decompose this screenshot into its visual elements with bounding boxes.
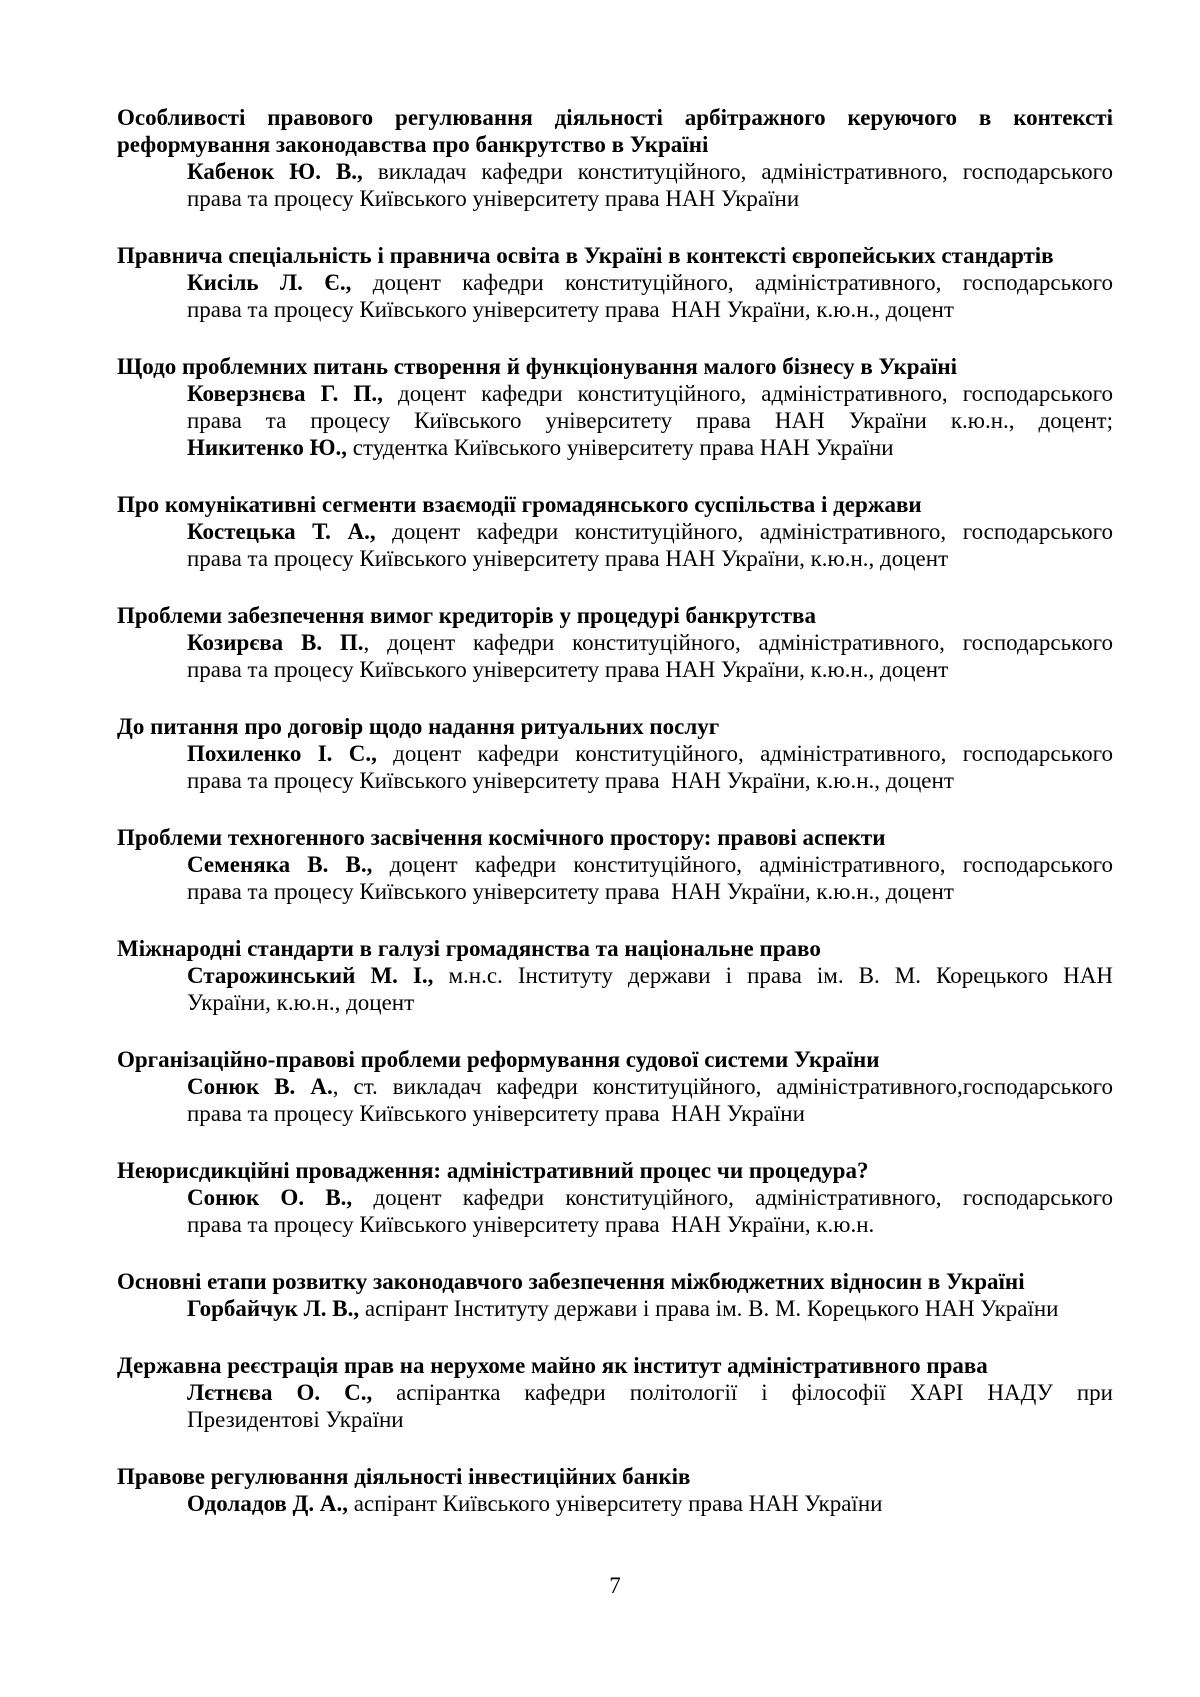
entry-author-line [187, 1295, 1113, 1322]
entry-title [117, 242, 1113, 269]
entry-author-line [187, 518, 1113, 545]
entry-author [187, 1379, 1113, 1433]
author-name: Костецька Т. А., [187, 519, 376, 544]
entry-title [117, 1157, 1113, 1184]
author-affiliation: права та процесу Київського університету права НАН України, к.ю.н., доцент [187, 546, 949, 571]
entry-title-line: Щодо проблемних питань створення й функціонування малого бізнесу в Україні [117, 354, 958, 379]
program-entry [117, 713, 1113, 794]
entry-title-line: Правнича спеціальність і правнича освіта в Україні в контексті європейських стандартів [117, 243, 1054, 268]
entry-author [187, 518, 1113, 572]
entry-title-line: Неюрисдикційні провадження: адміністративний процес чи процедура? [117, 1158, 869, 1183]
entry-title [117, 491, 1113, 518]
entry-title [117, 353, 1113, 380]
entry-author [187, 629, 1113, 683]
author-affiliation: доцент кафедри конституційного, адміністративного, господарського [375, 519, 1113, 544]
author-name: Семеняка В. В., [187, 852, 373, 877]
entry-title [117, 1046, 1113, 1073]
program-entry [117, 602, 1113, 683]
author-affiliation: аспірант Київського університету права НАН України [348, 1491, 883, 1516]
entry-author [187, 962, 1113, 1016]
entry-author-line [187, 878, 1113, 905]
entry-title [117, 602, 1113, 629]
program-entry [117, 104, 1113, 212]
author-affiliation: права та процесу Київського університету права НАН України, к.ю.н., доцент [187, 879, 954, 904]
entry-author [187, 158, 1113, 212]
program-entry [117, 824, 1113, 905]
entry-author-line [187, 851, 1113, 878]
entry-author-line [187, 269, 1113, 296]
author-affiliation: права та процесу Київського університету права НАН України, к.ю.н., доцент [187, 768, 954, 793]
author-affiliation: студентка Київського університету права НАН України [347, 435, 894, 460]
author-name: Похиленко І. С., [187, 741, 377, 766]
entry-author [187, 740, 1113, 794]
author-affiliation: права та процесу Київського університету права НАН України [187, 186, 800, 211]
entry-author-line [187, 434, 1113, 461]
author-name: Лєтнєва О. С., [187, 1380, 373, 1405]
entry-title-line: Проблеми техногенного засвічення космічного простору: правові аспекти [117, 825, 886, 850]
entry-title-line: До питання про договір щодо надання ритуальних послуг [117, 714, 720, 739]
entry-title-line: Міжнародні стандарти в галузі громадянства та національне право [117, 936, 821, 961]
author-affiliation: , доцент кафедри конституційного, адміністративного, господарського [363, 630, 1113, 655]
entry-author-line [187, 545, 1113, 572]
program-entry [117, 1268, 1113, 1322]
author-affiliation: України, к.ю.н., доцент [187, 990, 415, 1015]
author-affiliation: аспірантка кафедри політології і філософії ХАРІ НАДУ при [372, 1380, 1113, 1405]
entry-author-line [187, 1184, 1113, 1211]
entry-title [117, 713, 1113, 740]
entry-author-line [187, 1379, 1113, 1406]
entry-title [117, 1268, 1113, 1295]
program-entry [117, 491, 1113, 572]
author-name: Никитенко Ю., [187, 435, 348, 460]
author-name: Сонюк В. А. [187, 1074, 333, 1099]
program-entry [117, 1352, 1113, 1433]
entry-author-line [187, 158, 1113, 185]
entry-author-line [187, 1490, 1113, 1517]
entry-author-line [187, 1406, 1113, 1433]
author-name: Кисіль Л. Є., [187, 270, 352, 295]
entry-title [117, 1352, 1113, 1379]
entry-author [187, 1184, 1113, 1238]
entry-title-line: Основні етапи розвитку законодавчого забезпечення міжбюджетних відносин в Україні [117, 1269, 1025, 1294]
program-entries [117, 104, 1113, 1517]
program-entry [117, 1046, 1113, 1127]
entry-author [187, 380, 1113, 461]
author-affiliation: викладач кафедри конституційного, адміністративного, господарського [362, 159, 1113, 184]
entry-title-line: Правове регулювання діяльності інвестиційних банків [117, 1464, 691, 1489]
author-name: Горбайчук Л. В., [187, 1296, 360, 1321]
entry-title-line: Особливості правового регулювання діяльності арбітражного керуючого в контексті [117, 105, 1113, 130]
entry-author-line [187, 989, 1113, 1016]
author-affiliation: права та процесу Київського університету права НАН України, к.ю.н., доцент [187, 657, 949, 682]
entry-author-line [187, 740, 1113, 767]
author-affiliation: доцент кафедри конституційного, адміністративного, господарського [352, 1185, 1114, 1210]
author-name: Кабенок Ю. В., [187, 159, 363, 184]
entry-author-line [187, 407, 1113, 434]
entry-author [187, 1490, 1113, 1517]
program-entry [117, 1157, 1113, 1238]
author-name: Коверзнєва Г. П., [187, 381, 383, 406]
entry-author-line [187, 380, 1113, 407]
author-affiliation: аспірант Інституту держави і права ім. В. М. Корецького НАН України [359, 1296, 1059, 1321]
program-entry [117, 353, 1113, 461]
author-affiliation: доцент кафедри конституційного, адміністративного, господарського [351, 270, 1113, 295]
entry-author-line [187, 767, 1113, 794]
entry-title-line: Проблеми забезпечення вимог кредиторів у процедурі банкрутства [117, 603, 816, 628]
author-name: Старожинський М. І., [187, 963, 434, 988]
entry-title-line: Організаційно-правові проблеми реформування судової системи України [117, 1047, 880, 1072]
entry-title [117, 935, 1113, 962]
author-affiliation: доцент кафедри конституційного, адміністративного, господарського [372, 852, 1113, 877]
entry-title-line: Про комунікативні сегменти взаємодії громадянського суспільства і держави [117, 492, 922, 517]
entry-author [187, 851, 1113, 905]
entry-author-line [187, 1073, 1113, 1100]
author-affiliation: доцент кафедри конституційного, адміністративного, господарського [382, 381, 1113, 406]
entry-title [117, 824, 1113, 851]
author-name: Козирєва В. П. [187, 630, 364, 655]
author-affiliation: права та процесу Київського університету права НАН України, к.ю.н., доцент [187, 297, 954, 322]
page-number: 7 [609, 1573, 621, 1598]
entry-author-line [187, 656, 1113, 683]
entry-author [187, 269, 1113, 323]
entry-author-line [187, 629, 1113, 656]
entry-title-line: реформування законодавства про банкрутство в Україні [117, 132, 709, 157]
entry-title-line: Державна реєстрація прав на нерухоме майно як інститут адміністративного права [117, 1353, 988, 1378]
author-affiliation: , ст. викладач кафедри конституційного, адміністративного,господарського [332, 1074, 1113, 1099]
author-affiliation: Президентові України [187, 1407, 404, 1432]
entry-author-line [187, 1100, 1113, 1127]
entry-author-line [187, 962, 1113, 989]
entry-author-line [187, 296, 1113, 323]
author-affiliation: права та процесу Київського університету права НАН України к.ю.н., доцент; [187, 408, 1113, 433]
entry-author-line [187, 185, 1113, 212]
author-name: Одоладов Д. А., [187, 1491, 348, 1516]
author-affiliation: права та процесу Київського університету права НАН України, к.ю.н. [187, 1212, 875, 1237]
entry-author [187, 1295, 1113, 1322]
entry-title [117, 104, 1113, 158]
author-affiliation: доцент кафедри конституційного, адміністративного, господарського [376, 741, 1113, 766]
program-entry [117, 1463, 1113, 1517]
author-affiliation: м.н.с. Інституту держави і права ім. В. М. Корецького НАН [433, 963, 1113, 988]
entry-title [117, 1463, 1113, 1490]
entry-author-line [187, 1211, 1113, 1238]
author-name: Сонюк О. В., [187, 1185, 353, 1210]
author-affiliation: права та процесу Київського університету права НАН України [187, 1101, 805, 1126]
program-entry [117, 935, 1113, 1016]
program-entry [117, 242, 1113, 323]
entry-author [187, 1073, 1113, 1127]
